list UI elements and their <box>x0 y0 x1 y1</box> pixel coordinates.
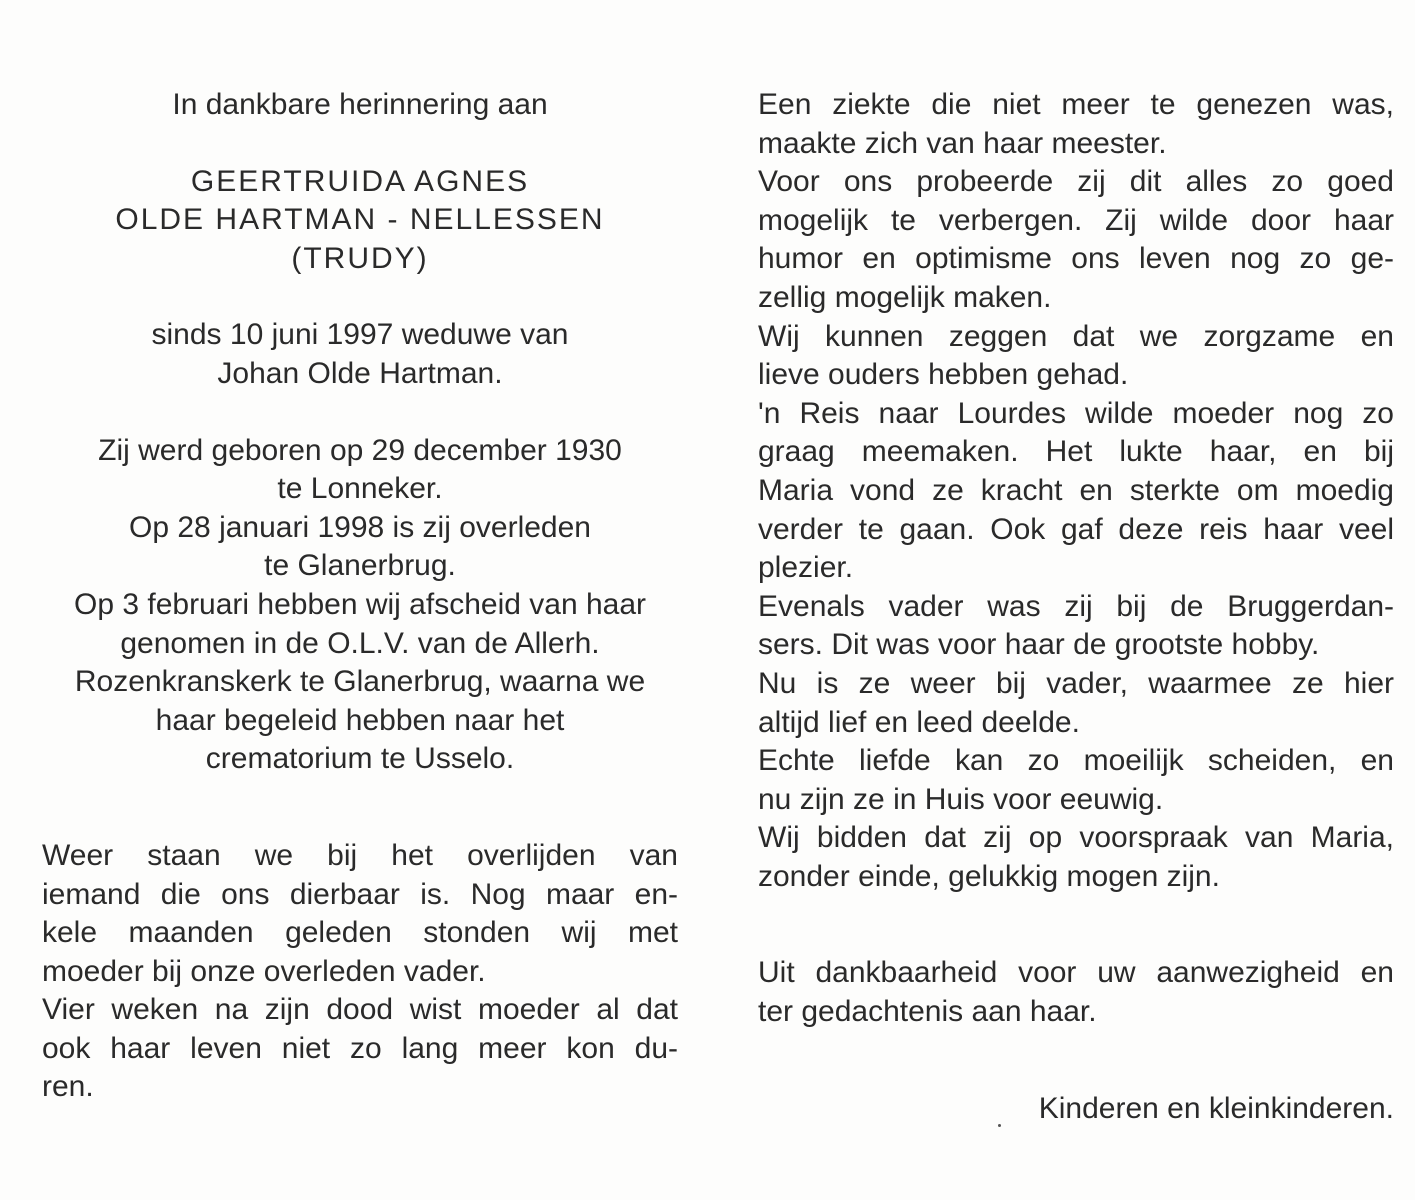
right-column <box>758 86 1394 1128</box>
paragraph-line: Wij bidden dat zij op voorspraak van Maria, <box>758 821 1394 855</box>
name-line: (TRUDY) <box>291 241 429 275</box>
intro-text: In dankbare herinnering aan <box>172 88 548 121</box>
life-line: Op 3 februari hebben wij afscheid van haar <box>73 587 647 621</box>
paragraph-line: Nu is ze weer bij vader, waarmee ze hier <box>758 666 1394 700</box>
thanks-text <box>758 954 1394 1031</box>
paragraph-line: zonder einde, gelukkig mogen zijn. <box>758 859 1220 893</box>
paragraph-line: Echte liefde kan zo moeilijk scheiden, en <box>758 744 1394 778</box>
left-paragraph <box>42 837 678 1107</box>
paragraph-line: sers. Dit was voor haar de grootste hobby. <box>758 628 1320 662</box>
paragraph-line: ren. <box>42 1070 94 1104</box>
paragraph-line: maakte zich van haar meester. <box>758 126 1167 160</box>
life-line: te Lonneker. <box>277 472 443 506</box>
thanks-line: Uit dankbaarheid voor uw aanwezigheid en <box>758 956 1394 990</box>
thanks-line: ter gedachtenis aan haar. <box>758 995 1097 1029</box>
name-line: OLDE HARTMAN - NELLESSEN <box>115 203 605 237</box>
paragraph-line: Maria vond ze kracht en sterkte om moedig <box>758 473 1394 507</box>
paragraph-line: altijd lief en leed deelde. <box>758 705 1080 739</box>
signature: Kinderen en kleinkinderen. <box>1038 1091 1394 1125</box>
left-column <box>42 86 678 1107</box>
print-speck <box>998 1124 1001 1127</box>
life-line: Zij werd geboren op 29 december 1930 <box>98 433 622 467</box>
paragraph-line: Vier weken na zijn dood wist moeder al dat <box>42 993 678 1027</box>
paragraph-line: 'n Reis naar Lourdes wilde moeder nog zo <box>758 396 1394 430</box>
paragraph-line: nu zijn ze in Huis voor eeuwig. <box>758 782 1164 816</box>
life-line: Op 28 januari 1998 is zij overleden <box>129 510 591 544</box>
paragraph-line: verder te gaan. Ook gaf deze reis haar veel <box>758 512 1394 546</box>
paragraph-line: Een ziekte die niet meer te genezen was, <box>758 88 1394 121</box>
life-line: genomen in de O.L.V. van de Allerh. <box>120 626 600 660</box>
paragraph-line: Evenals vader was zij bij de Bruggerdan- <box>758 589 1394 623</box>
paragraph-line: zellig mogelijk maken. <box>758 280 1052 314</box>
widow-line: Johan Olde Hartman. <box>217 356 503 390</box>
paragraph-line: Voor ons probeerde zij dit alles zo goed <box>758 165 1394 199</box>
name-line: GEERTRUIDA AGNES <box>190 164 530 198</box>
life-line: crematorium te Usselo. <box>205 742 515 776</box>
paragraph-line: plezier. <box>758 551 854 585</box>
paragraph-line: lieve ouders hebben gehad. <box>758 358 1129 392</box>
widow-info <box>42 316 678 393</box>
paragraph-line: Weer staan we bij het overlijden van <box>42 838 678 872</box>
paragraph-line: kele maanden geleden stonden wij met <box>42 916 678 950</box>
life-line: te Glanerbrug. <box>264 549 456 583</box>
right-paragraph <box>758 86 1394 896</box>
life-line: haar begeleid hebben naar het <box>155 703 565 737</box>
life-line: Rozenkranskerk te Glanerbrug, waarna we <box>74 665 646 699</box>
deceased-name <box>42 163 678 279</box>
paragraph-line: Wij kunnen zeggen dat we zorgzame en <box>758 319 1394 353</box>
paragraph-line: humor en optimisme ons leven nog zo ge- <box>758 242 1394 276</box>
paragraph-line: graag meemaken. Het lukte haar, en bij <box>758 435 1394 469</box>
paragraph-line: mogelijk te verbergen. Zij wilde door haar <box>758 203 1394 237</box>
life-info <box>42 432 678 779</box>
paragraph-line: moeder bij onze overleden vader. <box>42 954 486 988</box>
paragraph-line: ook haar leven niet zo lang meer kon du- <box>42 1031 678 1065</box>
widow-line: sinds 10 juni 1997 weduwe van <box>151 318 569 352</box>
paragraph-line: iemand die ons dierbaar is. Nog maar en- <box>42 877 678 911</box>
